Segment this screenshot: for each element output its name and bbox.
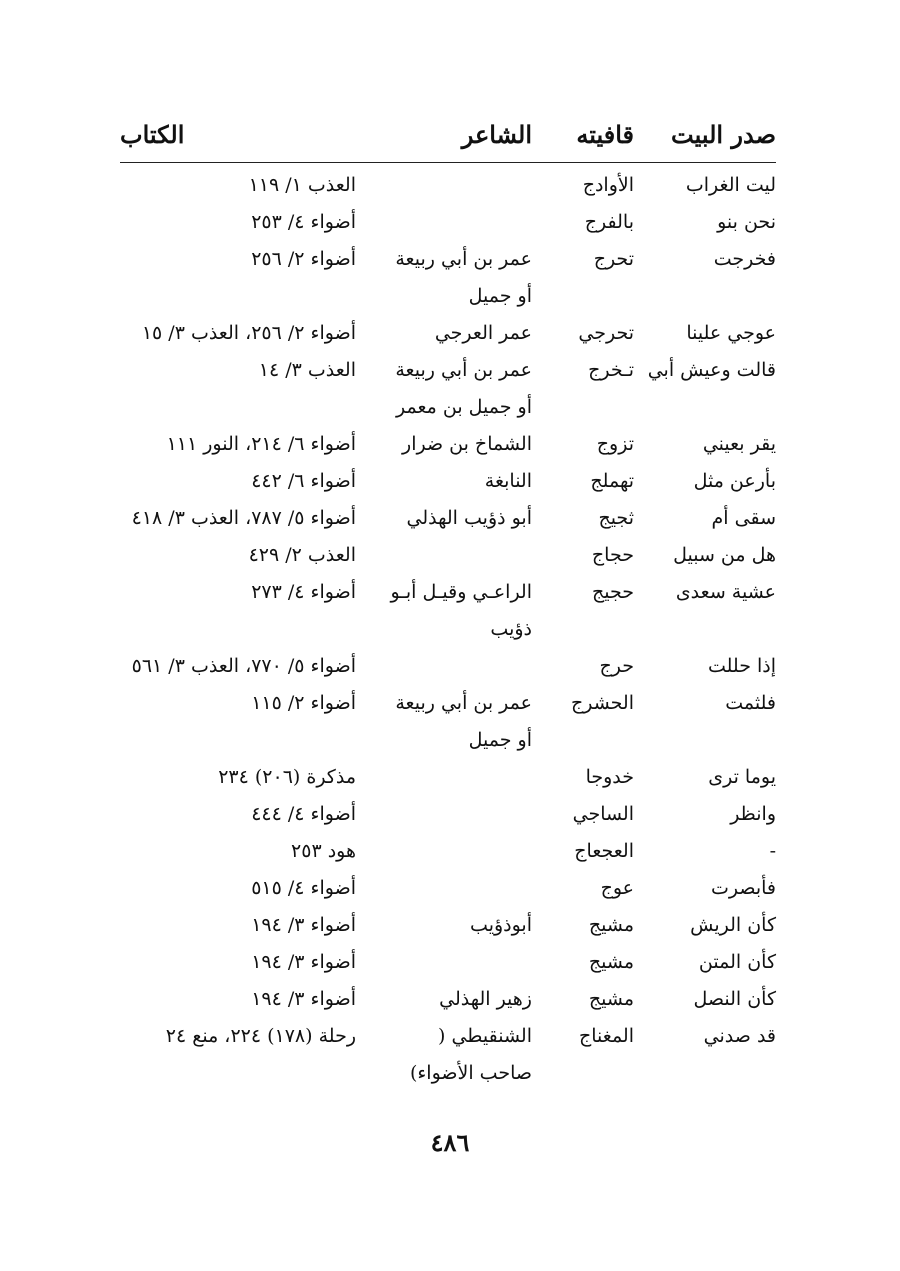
header-rhyme: قافيته — [576, 120, 634, 149]
book-cell: أضواء ٣/ ١٩٤ — [251, 951, 356, 973]
verse-cell: فأبصرت — [710, 877, 776, 899]
verse-cell: - — [769, 840, 776, 862]
verse-cell: فلثمت — [725, 692, 776, 714]
table-row — [120, 648, 776, 685]
poet-cell: الشماخ بن ضرار — [402, 433, 532, 455]
verse-cell: فخرجت — [713, 248, 776, 270]
verse-cell: قد صدني — [703, 1025, 776, 1047]
table-row — [120, 241, 776, 315]
table-row — [120, 574, 776, 648]
book-cell: أضواء ٣/ ١٩٤ — [251, 914, 356, 936]
poet-cell: أبو ذؤيب الهذلي — [406, 507, 532, 529]
book-cell: أضواء ٦/ ٤٤٢ — [251, 470, 356, 492]
verse-cell: هل من سبيل — [673, 544, 776, 566]
verse-cell: ليت الغراب — [685, 174, 776, 196]
table-row — [120, 685, 776, 759]
book-cell: أضواء ٦/ ٢١٤، النور ١١١ — [166, 433, 356, 455]
rhyme-cell: تحرج — [593, 248, 634, 270]
poet-cell: أبوذؤيب — [470, 914, 532, 936]
rhyme-cell: الأوادج — [582, 174, 634, 196]
verse-cell: سقى أم — [711, 507, 776, 529]
table-row — [120, 907, 776, 944]
rhyme-cell: حجاج — [591, 544, 634, 566]
table-row — [120, 537, 776, 574]
poet-cell: الشنقيطي ( صاحب الأضواء) — [409, 1025, 532, 1084]
rhyme-cell: حرج — [599, 655, 634, 677]
book-cell: أضواء ٥/ ٧٨٧، العذب ٣/ ٤١٨ — [131, 507, 356, 529]
table-row — [120, 204, 776, 241]
header-verse: صدر البيت — [671, 120, 776, 149]
book-cell: رحلة (١٧٨) ٢٢٤، منع ٢٤ — [165, 1025, 356, 1047]
verse-cell: وانظر — [730, 803, 776, 825]
poet-cell: عمر بن أبي ربيعة أو جميل بن معمر — [395, 359, 532, 418]
book-cell: أضواء ٤/ ٢٧٣ — [251, 581, 356, 603]
rhyme-cell: المغناج — [578, 1025, 634, 1047]
rhyme-cell: تـخرج — [588, 359, 634, 381]
poet-cell: عمر بن أبي ربيعة أو جميل — [395, 692, 532, 751]
table-body — [120, 167, 776, 1092]
table-row — [120, 870, 776, 907]
book-cell: أضواء ٢/ ٢٥٦ — [251, 248, 356, 270]
book-cell: العذب ١/ ١١٩ — [248, 174, 356, 196]
verse-cell: قالت وعيش أبي — [647, 359, 776, 381]
table-row — [120, 426, 776, 463]
verse-cell: عشية سعدى — [675, 581, 776, 603]
book-cell: أضواء ٤/ ٥١٥ — [251, 877, 356, 899]
table-row — [120, 167, 776, 204]
rhyme-cell: حجيج — [591, 581, 634, 603]
table-row — [120, 500, 776, 537]
table-row — [120, 463, 776, 500]
poet-cell: عمر العرجي — [434, 322, 532, 344]
header-poet: الشاعر — [461, 120, 532, 149]
rhyme-cell: العجعاج — [574, 840, 634, 862]
table-row — [120, 981, 776, 1018]
book-cell: هود ٢٥٣ — [291, 840, 356, 862]
poet-cell: عمر بن أبي ربيعة أو جميل — [395, 248, 532, 307]
rhyme-cell: مشيج — [588, 988, 634, 1010]
table-row — [120, 759, 776, 796]
rhyme-cell: بالفرج — [584, 211, 634, 233]
book-cell: مذكرة (٢٠٦) ٢٣٤ — [218, 766, 356, 788]
book-cell: أضواء ٤/ ٢٥٣ — [251, 211, 356, 233]
book-cell: أضواء ٣/ ١٩٤ — [251, 988, 356, 1010]
table-row — [120, 315, 776, 352]
rhyme-cell: تحرجي — [578, 322, 634, 344]
table-row — [120, 944, 776, 981]
header-book: الكتاب — [120, 120, 185, 149]
rhyme-cell: مشيج — [588, 914, 634, 936]
table-row — [120, 833, 776, 870]
rhyme-cell: الساجي — [572, 803, 634, 825]
verse-cell: يقر بعيني — [702, 433, 776, 455]
verse-cell: إذا حللت — [707, 655, 776, 677]
rhyme-cell: تهملج — [590, 470, 634, 492]
index-table — [120, 118, 776, 1092]
book-cell: العذب ٢/ ٤٢٩ — [248, 544, 356, 566]
poet-cell: الراعـي وقيـل أبـو ذؤيب — [390, 581, 532, 640]
table-row — [120, 352, 776, 426]
verse-cell: كأن المتن — [698, 951, 776, 973]
book-cell: أضواء ٢/ ٢٥٦، العذب ٣/ ١٥ — [141, 322, 356, 344]
verse-cell: عوجي علينا — [686, 322, 776, 344]
rhyme-cell: ثجيج — [598, 507, 634, 529]
book-cell: أضواء ٤/ ٤٤٤ — [251, 803, 356, 825]
book-cell: العذب ٣/ ١٤ — [258, 359, 356, 381]
rhyme-cell: الحشرج — [570, 692, 634, 714]
table-row — [120, 796, 776, 833]
verse-cell: يوما ترى — [708, 766, 776, 788]
book-cell: أضواء ٥/ ٧٧٠، العذب ٣/ ٥٦١ — [131, 655, 356, 677]
verse-cell: بأرعن مثل — [693, 470, 776, 492]
poet-cell: زهير الهذلي — [439, 988, 532, 1010]
rhyme-cell: مشيج — [588, 951, 634, 973]
page-number: ٤٨٦ — [430, 1128, 470, 1157]
verse-cell: نحن بنو — [717, 211, 776, 233]
poet-cell: النابغة — [484, 470, 532, 492]
verse-cell: كأن النصل — [693, 988, 776, 1010]
rhyme-cell: خدوجا — [585, 766, 634, 788]
table-row — [120, 1018, 776, 1092]
table-header — [120, 118, 776, 163]
rhyme-cell: تزوج — [596, 433, 634, 455]
rhyme-cell: عوج — [600, 877, 634, 899]
verse-cell: كأن الريش — [690, 914, 776, 936]
book-cell: أضواء ٢/ ١١٥ — [251, 692, 356, 714]
